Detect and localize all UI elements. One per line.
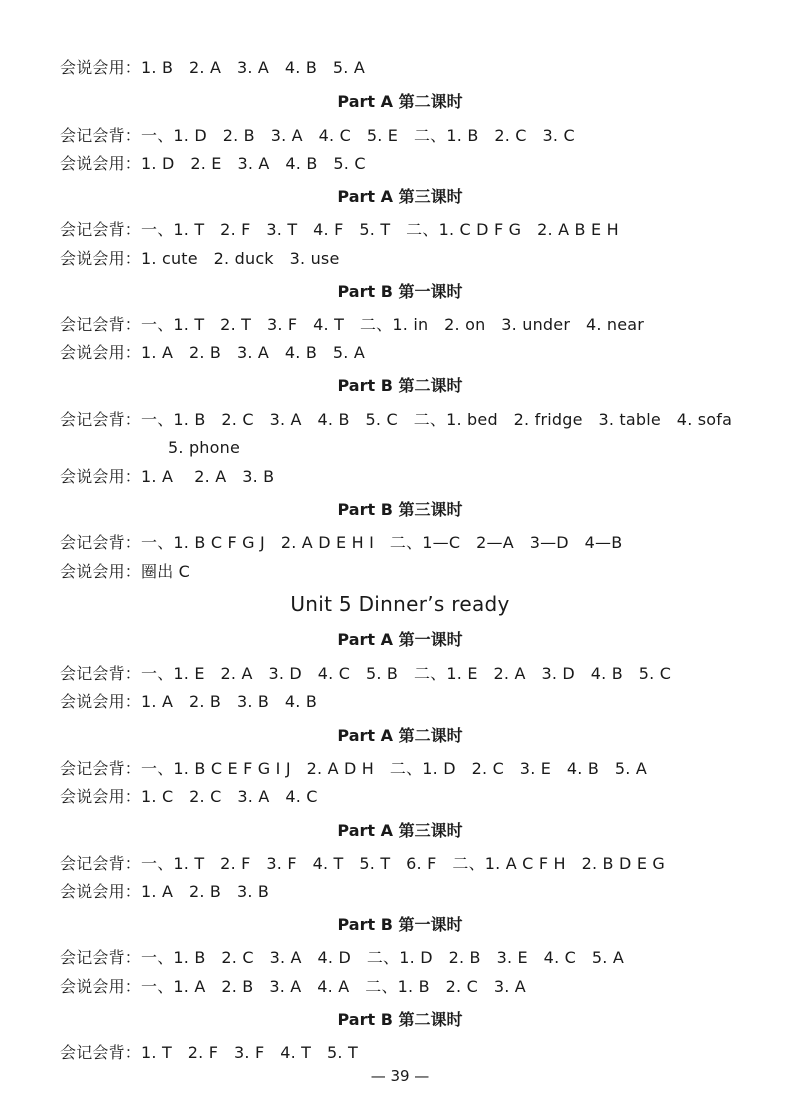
answer-line: 会说会用：1. D 2. E 3. A 4. B 5. C — [60, 154, 366, 173]
answer-line: 会记会背：一、1. B C F G J 2. A D E H I 二、1—C 2—A 3—D 4—B — [60, 533, 623, 552]
lesson-heading: Part A 第二课时 — [337, 726, 463, 745]
lesson-heading: Part A 第三课时 — [337, 821, 463, 840]
unit-title: Unit 5 Dinner’s ready — [290, 592, 510, 616]
answer-line: 会说会用：1. C 2. C 3. A 4. C — [60, 787, 318, 806]
answer-line: 会记会背：一、1. E 2. A 3. D 4. C 5. B 二、1. E 2. A 3. D 4. B 5. C — [60, 664, 672, 683]
answer-line: 会说会用：1. A 2. A 3. B — [60, 467, 275, 486]
answer-line: 会记会背：一、1. T 2. F 3. F 4. T 5. T 6. F 二、1. A C F H 2. B D E G — [60, 854, 666, 873]
answer-line: 会说会用：1. A 2. B 3. A 4. B 5. A — [60, 343, 365, 362]
lesson-heading: Part A 第二课时 — [337, 92, 463, 111]
answer-line: 会说会用：1. A 2. B 3. B 4. B — [60, 692, 318, 711]
answer-line: 会记会背：1. T 2. F 3. F 4. T 5. T — [60, 1043, 358, 1062]
answer-line: 会记会背：一、1. T 2. T 3. F 4. T 二、1. in 2. on 3. under 4. near — [60, 315, 645, 334]
lesson-heading: Part A 第三课时 — [337, 187, 463, 206]
lesson-heading: Part B 第二课时 — [337, 1010, 463, 1029]
page-number: — 39 — — [370, 1067, 430, 1085]
answer-line: 会说会用：1. A 2. B 3. B — [60, 882, 270, 901]
answer-line: 会记会背：一、1. T 2. F 3. T 4. F 5. T 二、1. C D F G 2. A B E H — [60, 220, 619, 239]
lesson-heading: Part B 第二课时 — [337, 376, 463, 395]
answer-line: 会记会背：一、1. B C E F G I J 2. A D H 二、1. D 2. C 3. E 4. B 5. A — [60, 759, 648, 778]
lesson-heading: Part B 第三课时 — [337, 500, 463, 519]
lesson-heading: Part B 第一课时 — [337, 915, 463, 934]
answer-line: 会说会用：1. cute 2. duck 3. use — [60, 249, 340, 268]
answer-line: 会说会用：1. B 2. A 3. A 4. B 5. A — [60, 58, 365, 77]
lesson-heading: Part A 第一课时 — [337, 630, 463, 649]
lesson-heading: Part B 第一课时 — [337, 282, 463, 301]
answer-line: 会记会背：一、1. D 2. B 3. A 4. C 5. E 二、1. B 2. C 3. C — [60, 126, 575, 145]
answer-line: 会说会用：圈出 C — [60, 562, 191, 581]
answer-line-continued: 5. phone — [168, 438, 241, 457]
answer-line: 会记会背：一、1. B 2. C 3. A 4. B 5. C 二、1. bed 2. fridge 3. table 4. sofa — [60, 410, 733, 429]
answer-line: 会说会用：一、1. A 2. B 3. A 4. A 二、1. B 2. C 3. A — [60, 977, 526, 996]
answer-line: 会记会背：一、1. B 2. C 3. A 4. D 二、1. D 2. B 3. E 4. C 5. A — [60, 948, 624, 967]
